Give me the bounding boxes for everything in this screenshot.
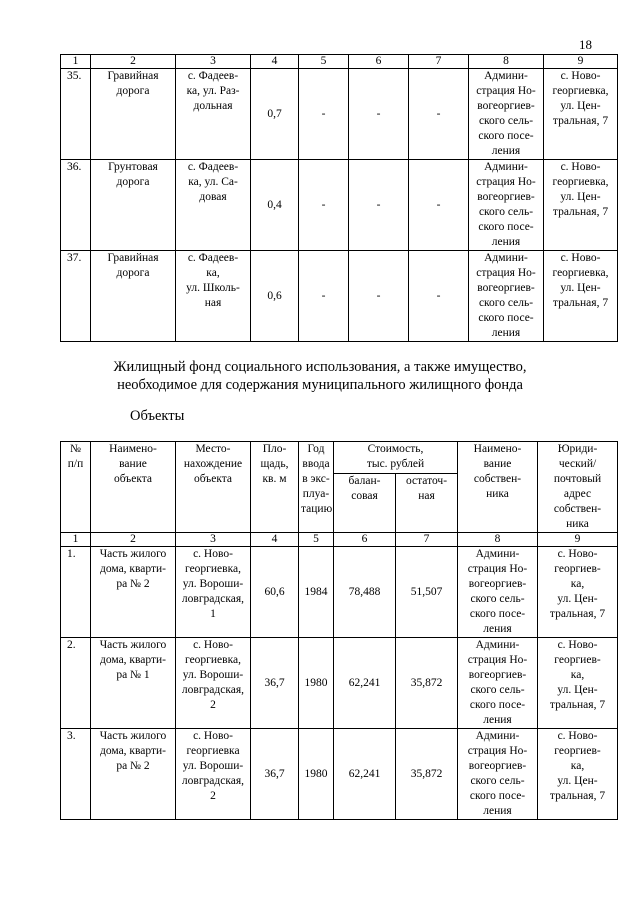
column-index: 2 <box>91 55 176 69</box>
owner-address: с. Ново- георгиев- ка, ул. Цен- тральная, 7 <box>538 729 618 820</box>
column-index: 8 <box>458 533 538 547</box>
row-number: 35. <box>61 69 91 160</box>
residual-value: 51,507 <box>396 547 458 638</box>
owner-address: с. Ново- георгиев- ка, ул. Цен- тральная, 7 <box>538 547 618 638</box>
object-location: с. Фадеев- ка, ул. Раз- дольная <box>176 69 251 160</box>
commission-year: 1984 <box>299 547 334 638</box>
column-index: 9 <box>544 55 618 69</box>
column-index-row <box>61 55 618 69</box>
header-name: Наимено- вание объекта <box>91 442 176 533</box>
object-location: с. Фадеев- ка, ул. Са- довая <box>176 160 251 251</box>
section-heading-line-2: необходимое для содержания муниципального жилищного фонда <box>117 377 523 393</box>
residual-value: - <box>409 160 469 251</box>
header-address: Юриди- ческий/ почтовый адрес собствен- ника <box>538 442 618 533</box>
object-area: 0,7 <box>251 69 299 160</box>
header-cost: Стоимость, тыс. рублей <box>334 442 458 474</box>
owner-address: с. Ново- георгиевка, ул. Цен- тральная, 7 <box>544 160 618 251</box>
header-owner: Наимено- вание собствен- ника <box>458 442 538 533</box>
header-row <box>61 442 618 474</box>
table-row <box>61 251 618 342</box>
page-number: 18 <box>579 37 592 52</box>
column-index: 4 <box>251 55 299 69</box>
table-row <box>61 160 618 251</box>
column-index: 5 <box>299 533 334 547</box>
commission-year: - <box>299 69 349 160</box>
object-area: 60,6 <box>251 547 299 638</box>
owner-name: Админи- страция Но- вогеоргиев- ского сель- ского посе- ления <box>458 638 538 729</box>
object-area: 0,4 <box>251 160 299 251</box>
object-name: Часть жилого дома, кварти- ра № 2 <box>91 729 176 820</box>
header-year: Год ввода в экс- плуа- тацию <box>299 442 334 533</box>
header-residual: остаточ- ная <box>396 474 458 533</box>
row-number: 37. <box>61 251 91 342</box>
column-index: 8 <box>469 55 544 69</box>
housing-objects-table <box>60 441 618 820</box>
residual-value: - <box>409 69 469 160</box>
commission-year: 1980 <box>299 729 334 820</box>
object-name: Часть жилого дома, кварти- ра № 1 <box>91 638 176 729</box>
object-name: Гравийная дорога <box>91 69 176 160</box>
object-area: 36,7 <box>251 638 299 729</box>
object-name: Гравийная дорога <box>91 251 176 342</box>
table-row <box>61 69 618 160</box>
column-index: 3 <box>176 533 251 547</box>
row-number: 1. <box>61 547 91 638</box>
object-location: с. Фадеев- ка, ул. Школь- ная <box>176 251 251 342</box>
road-objects-table <box>60 54 618 342</box>
balance-value: 62,241 <box>334 638 396 729</box>
column-index: 7 <box>396 533 458 547</box>
row-number: 3. <box>61 729 91 820</box>
residual-value: - <box>409 251 469 342</box>
column-index: 7 <box>409 55 469 69</box>
owner-name: Админи- страция Но- вогеоргиев- ского сель- ского посе- ления <box>469 69 544 160</box>
objects-label: Объекты <box>130 408 185 424</box>
object-name: Часть жилого дома, кварти- ра № 2 <box>91 547 176 638</box>
header-num: № п/п <box>61 442 91 533</box>
table-row <box>61 547 618 638</box>
section-heading-line-1: Жилищный фонд социального использования, а также имущество, <box>113 359 527 375</box>
residual-value: 35,872 <box>396 638 458 729</box>
owner-address: с. Ново- георгиевка, ул. Цен- тральная, 7 <box>544 69 618 160</box>
column-index: 3 <box>176 55 251 69</box>
column-index: 6 <box>334 533 396 547</box>
header-balance: балан- совая <box>334 474 396 533</box>
owner-address: с. Ново- георгиев- ка, ул. Цен- тральная, 7 <box>538 638 618 729</box>
owner-address: с. Ново- георгиевка, ул. Цен- тральная, 7 <box>544 251 618 342</box>
column-index: 6 <box>349 55 409 69</box>
owner-name: Админи- страция Но- вогеоргиев- ского сель- ского посе- ления <box>469 160 544 251</box>
table-row <box>61 729 618 820</box>
column-index: 1 <box>61 533 91 547</box>
owner-name: Админи- страция Но- вогеоргиев- ского сель- ского посе- ления <box>458 729 538 820</box>
balance-value: 62,241 <box>334 729 396 820</box>
object-area: 0,6 <box>251 251 299 342</box>
balance-value: 78,488 <box>334 547 396 638</box>
column-index: 4 <box>251 533 299 547</box>
row-number: 2. <box>61 638 91 729</box>
balance-value: - <box>349 251 409 342</box>
object-name: Грунтовая дорога <box>91 160 176 251</box>
column-index: 9 <box>538 533 618 547</box>
object-location: с. Ново- георгиевка, ул. Вороши- ловградская, 1 <box>176 547 251 638</box>
column-index: 2 <box>91 533 176 547</box>
residual-value: 35,872 <box>396 729 458 820</box>
commission-year: - <box>299 160 349 251</box>
column-index: 5 <box>299 55 349 69</box>
row-number: 36. <box>61 160 91 251</box>
column-index-row <box>61 533 618 547</box>
object-area: 36,7 <box>251 729 299 820</box>
header-area: Пло- щадь, кв. м <box>251 442 299 533</box>
owner-name: Админи- страция Но- вогеоргиев- ского сель- ского посе- ления <box>458 547 538 638</box>
column-index: 1 <box>61 55 91 69</box>
table-row <box>61 638 618 729</box>
owner-name: Админи- страция Но- вогеоргиев- ского сель- ского посе- ления <box>469 251 544 342</box>
commission-year: - <box>299 251 349 342</box>
object-location: с. Ново- георгиевка ул. Вороши- ловградская, 2 <box>176 729 251 820</box>
balance-value: - <box>349 69 409 160</box>
balance-value: - <box>349 160 409 251</box>
header-location: Место- нахождение объекта <box>176 442 251 533</box>
commission-year: 1980 <box>299 638 334 729</box>
object-location: с. Ново- георгиевка, ул. Вороши- ловградская, 2 <box>176 638 251 729</box>
